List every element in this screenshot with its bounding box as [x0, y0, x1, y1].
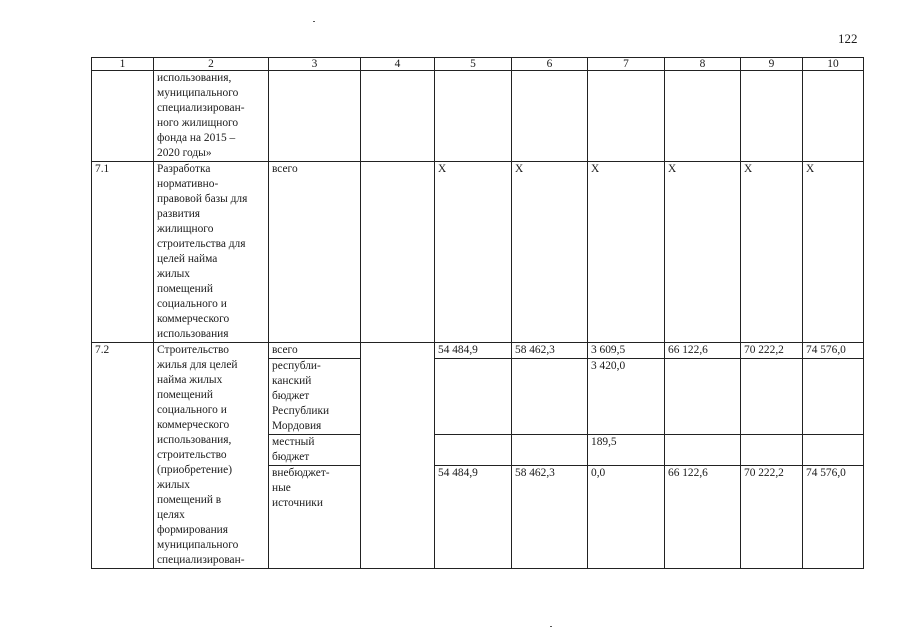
table-row-continuation — [92, 71, 864, 162]
column-header: 8 — [665, 58, 741, 71]
column-header: 9 — [741, 58, 803, 71]
column-header: 3 — [269, 58, 361, 71]
column-header: 10 — [803, 58, 864, 71]
source-cell: всего — [269, 343, 361, 359]
value-cell: 74 576,0 — [803, 343, 864, 359]
value-cell: 189,5 — [588, 435, 665, 466]
item-name-cell: Строительство жилья для целей найма жилых помещений социального и коммерческого использования, строительство (приобретение) жилых помещений в целях формирования муниципального специализирован- — [154, 343, 269, 569]
value-cell: Х — [741, 162, 803, 343]
value-cell — [665, 359, 741, 435]
value-cell: 70 222,2 — [741, 343, 803, 359]
value-cell — [435, 71, 512, 162]
value-cell: Х — [803, 162, 864, 343]
value-cell: 3 420,0 — [588, 359, 665, 435]
item-number-cell: 7.1 — [92, 162, 154, 343]
value-cell: Х — [588, 162, 665, 343]
value-cell — [361, 71, 435, 162]
value-cell: 66 122,6 — [665, 466, 741, 569]
value-cell: Х — [665, 162, 741, 343]
item-number-cell: 7.2 — [92, 343, 154, 569]
value-cell — [512, 71, 588, 162]
source-cell: республи- канский бюджет Республики Мордовия — [269, 359, 361, 435]
program-budget-table — [91, 57, 864, 569]
value-cell: 66 122,6 — [665, 343, 741, 359]
value-cell — [512, 359, 588, 435]
value-cell: 0,0 — [588, 466, 665, 569]
source-cell — [269, 71, 361, 162]
value-cell — [665, 71, 741, 162]
value-cell: 54 484,9 — [435, 343, 512, 359]
value-cell — [665, 435, 741, 466]
value-cell — [741, 359, 803, 435]
scan-speck — [550, 626, 552, 627]
value-cell — [435, 359, 512, 435]
table-row-7-1 — [92, 162, 864, 343]
item-name-cell: использования, муниципального специализирован- ного жилищного фонда на 2015 – 2020 годы» — [154, 71, 269, 162]
item-number-cell — [92, 71, 154, 162]
value-cell — [741, 71, 803, 162]
value-cell — [435, 435, 512, 466]
value-cell: 74 576,0 — [803, 466, 864, 569]
column-header: 2 — [154, 58, 269, 71]
table-row-7-2-total — [92, 343, 864, 359]
value-cell — [361, 343, 435, 569]
value-cell — [361, 162, 435, 343]
value-cell — [803, 359, 864, 435]
value-cell — [588, 71, 665, 162]
value-cell — [803, 435, 864, 466]
value-cell — [803, 71, 864, 162]
value-cell: Х — [435, 162, 512, 343]
value-cell: 3 609,5 — [588, 343, 665, 359]
column-header: 6 — [512, 58, 588, 71]
value-cell: Х — [512, 162, 588, 343]
item-name-cell: Разработка нормативно- правовой базы для развития жилищного строительства для целей найма жилых помещений социального и коммерческого использования — [154, 162, 269, 343]
value-cell: 58 462,3 — [512, 343, 588, 359]
value-cell: 70 222,2 — [741, 466, 803, 569]
column-number-row — [92, 58, 864, 71]
value-cell: 54 484,9 — [435, 466, 512, 569]
value-cell — [741, 435, 803, 466]
source-cell: местный бюджет — [269, 435, 361, 466]
column-header: 4 — [361, 58, 435, 71]
page-number: 122 — [838, 31, 858, 46]
scan-speck — [313, 21, 315, 22]
value-cell — [512, 435, 588, 466]
column-header: 5 — [435, 58, 512, 71]
column-header: 7 — [588, 58, 665, 71]
source-cell: всего — [269, 162, 361, 343]
value-cell: 58 462,3 — [512, 466, 588, 569]
column-header: 1 — [92, 58, 154, 71]
source-cell: внебюджет- ные источники — [269, 466, 361, 569]
